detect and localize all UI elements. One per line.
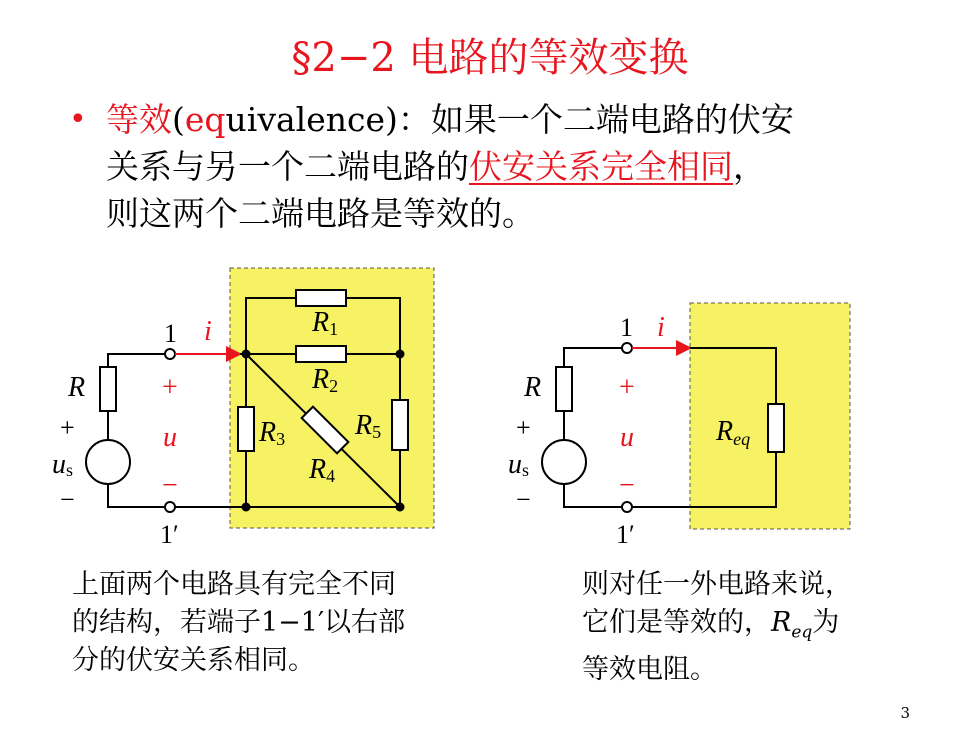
left-node-b <box>396 350 405 359</box>
right-port-top-label: 1 <box>620 313 633 342</box>
left-voltage-source-icon <box>86 440 130 484</box>
right-plus-label: + <box>619 372 635 403</box>
left-source-minus-label: − <box>60 485 75 514</box>
right-source-resistor <box>556 367 572 411</box>
caption-right-line-3: 等效电阻。 <box>582 654 717 686</box>
caption-right-text: 它们是等效的， <box>582 607 771 638</box>
bullet-dot-icon: • <box>69 102 87 137</box>
definition-text-2-end: ， <box>733 147 766 186</box>
right-source-r-label: R <box>524 372 542 403</box>
right-voltage-label: u <box>620 422 634 453</box>
right-current-label: i <box>657 312 665 343</box>
left-node-a <box>242 350 251 359</box>
resistor-r5 <box>392 400 408 450</box>
caption-req-subscript: eq <box>791 622 813 643</box>
left-terminal-1prime <box>165 502 175 512</box>
caption-right <box>582 566 852 689</box>
right-terminal-1prime <box>622 502 632 512</box>
left-source-wire <box>108 354 170 440</box>
caption-left <box>72 566 405 680</box>
caption-req-symbol: R <box>771 607 792 638</box>
resistor-r2 <box>296 346 346 362</box>
label-r4: R4 <box>309 454 336 486</box>
paren-open: ( <box>172 100 185 139</box>
right-source-label: us <box>508 449 530 480</box>
right-terminal-1 <box>622 343 632 353</box>
label-r5: R5 <box>355 410 382 442</box>
caption-left-line-1: 上面两个电路具有完全不同 <box>72 569 396 600</box>
left-source-resistor <box>100 367 116 411</box>
resistor-r3 <box>238 407 254 451</box>
resistor-req <box>768 404 784 452</box>
right-circuit <box>508 303 850 549</box>
left-minus-label: − <box>162 470 178 501</box>
left-node-d <box>396 503 405 512</box>
caption-left-line-3: 分的伏安关系相同。 <box>72 645 315 676</box>
definition-text-1: ：如果一个二端电路的伏安 <box>397 100 794 139</box>
page-title: §2−2 电路的等效变换 <box>291 35 689 81</box>
caption-right-line-2 <box>582 604 852 651</box>
right-port-bottom-label: 1′ <box>616 520 635 549</box>
label-r2: R2 <box>312 364 339 396</box>
left-source-wire-bottom <box>108 484 170 507</box>
term-equivalence: 等效 <box>106 100 172 139</box>
left-source-plus-label: + <box>60 413 75 442</box>
definition-text-3: 则这两个二端电路是等效的。 <box>106 194 535 233</box>
left-source-label: us <box>52 449 74 480</box>
caption-right-line-1: 则对任一外电路来说， <box>582 569 852 600</box>
label-r3: R3 <box>259 417 286 449</box>
term-en-rest: uivalence) <box>225 100 398 139</box>
caption-right-text-end: 为 <box>812 607 840 638</box>
resistor-r1 <box>296 290 346 306</box>
left-port-bottom-label: 1′ <box>160 520 179 549</box>
right-minus-label: − <box>619 470 635 501</box>
right-voltage-source-icon <box>542 440 586 484</box>
left-voltage-label: u <box>163 422 177 453</box>
label-r1: R1 <box>312 307 339 339</box>
right-source-minus-label: − <box>516 485 531 514</box>
left-node-c <box>242 503 251 512</box>
page-number: 3 <box>900 704 910 722</box>
caption-left-line-2: 的结构，若端子1−1′以右部 <box>72 607 406 638</box>
right-source-plus-label: + <box>516 413 531 442</box>
left-source-r-label: R <box>68 372 86 403</box>
left-current-label: i <box>204 316 212 347</box>
term-en-highlight: eq <box>184 100 226 139</box>
underlined-phrase: 伏安关系完全相同 <box>469 147 733 186</box>
left-terminal-1 <box>165 349 175 359</box>
label-req: Req <box>716 416 751 449</box>
left-port-top-label: 1 <box>164 319 177 348</box>
left-plus-label: + <box>162 372 178 403</box>
definition-text-2: 关系与另一个二端电路的 <box>106 147 469 186</box>
left-circuit <box>52 268 434 549</box>
